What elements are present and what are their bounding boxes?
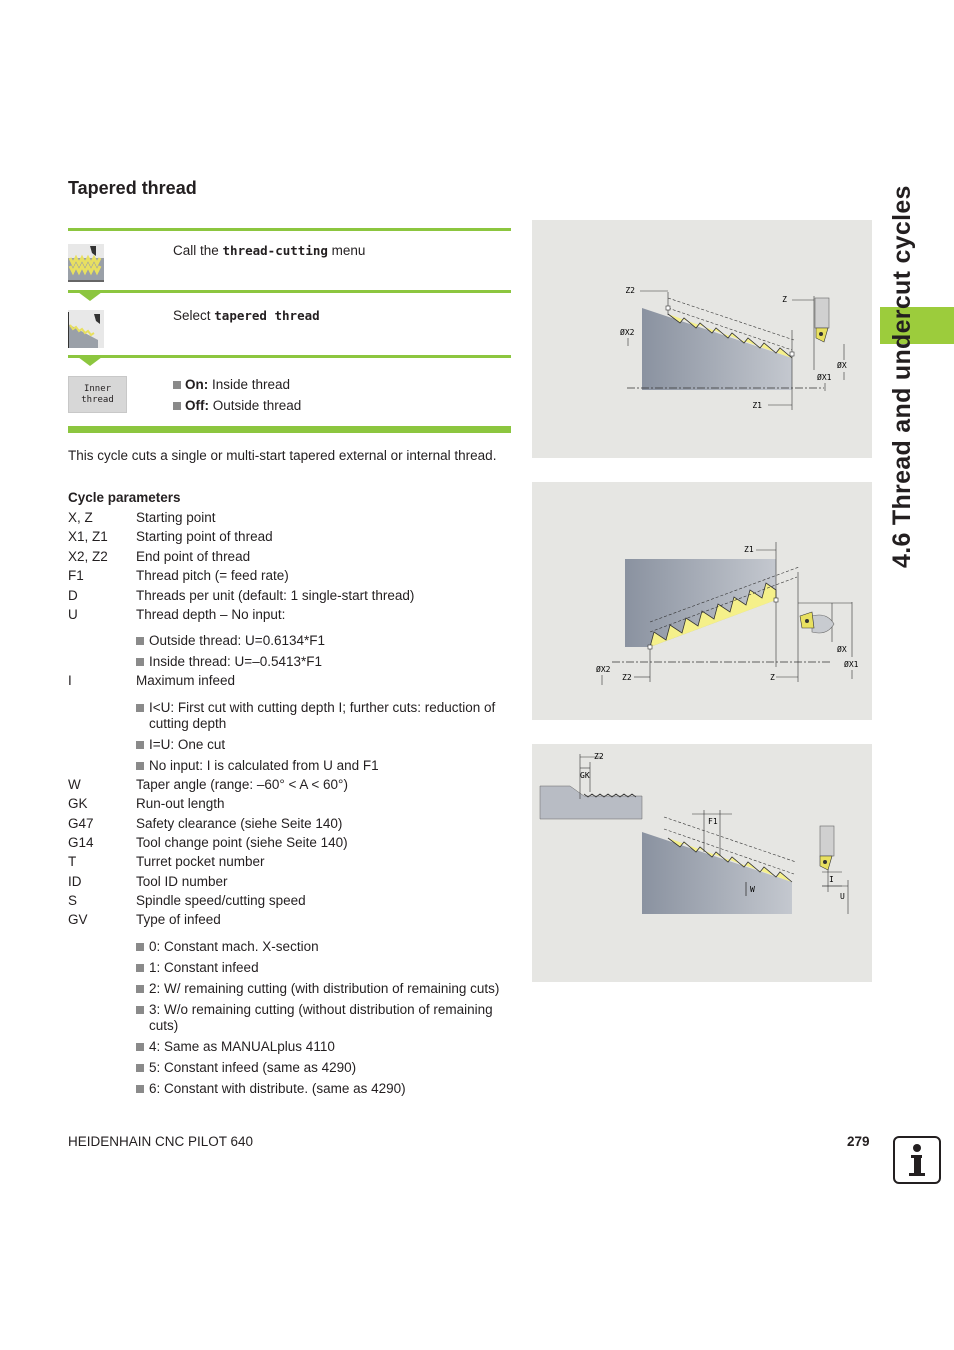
bullet-icon (136, 1006, 144, 1014)
bullet-item: 3: W/o remaining cutting (without distribution of remaining cuts) (136, 1002, 513, 1034)
label-x1: ØX1 (817, 373, 832, 382)
param-row: X1, Z1 Starting point of thread (68, 529, 273, 545)
param-row: U Thread depth – No input: (68, 606, 286, 622)
bullet-icon (173, 402, 181, 410)
label-z2: Z2 (594, 752, 604, 761)
label-z1: Z1 (752, 401, 762, 410)
info-icon (893, 1136, 941, 1184)
bullet-icon (136, 1043, 144, 1051)
bullet-item: 1: Constant infeed (136, 960, 513, 976)
bullet-icon (173, 381, 181, 389)
bullet-icon (136, 985, 144, 993)
arrow-down-icon (78, 292, 102, 301)
label-x2: ØX2 (620, 328, 635, 337)
step-3-text: On: Inside thread Off: Outside thread (173, 374, 301, 416)
thread-cutting-menu-icon (68, 244, 104, 282)
param-row: I Maximum infeed (68, 673, 236, 689)
label-x1: ØX1 (844, 660, 859, 669)
label-w: W (750, 885, 755, 894)
parameter-list (68, 509, 513, 1097)
label-z: Z (782, 295, 787, 304)
label-x: ØX (837, 361, 847, 370)
figure-thread-parameters (532, 744, 872, 982)
footer-manual-title: HEIDENHAIN CNC PILOT 640 (68, 1134, 254, 1149)
bullet-icon (136, 762, 144, 770)
label-z: Z (770, 673, 775, 682)
param-row: G47 Safety clearance (siehe Seite 140) (68, 815, 343, 831)
param-row: ID Tool ID number (68, 873, 228, 889)
section-title: Tapered thread (68, 178, 197, 198)
label-i: I (829, 875, 834, 884)
page-number: 279 (847, 1134, 870, 1149)
chapter-title: 4.6 Thread and undercut cycles (888, 185, 916, 568)
param-row: W Taper angle (range: –60° < A < 60°) (68, 776, 348, 792)
bullet-item: I<U: First cut with cutting depth I; further cuts: reduction of cutting depth (136, 700, 513, 732)
bullet-icon (136, 658, 144, 666)
table-end-rule (68, 426, 511, 433)
bullet-item: 0: Constant mach. X-section (136, 939, 513, 955)
step-2-text: Select tapered thread (173, 308, 320, 323)
label-gk: GK (580, 771, 590, 780)
param-row: X, Z Starting point (68, 510, 216, 525)
bullet-item: 5: Constant infeed (same as 4290) (136, 1060, 513, 1076)
bullet-icon (136, 1085, 144, 1093)
label-x: ØX (837, 645, 847, 654)
label-f1: F1 (708, 817, 718, 826)
param-row: GV Type of infeed (68, 912, 221, 928)
param-row: X2, Z2 End point of thread (68, 548, 251, 564)
softkey-label: Inner (83, 384, 112, 394)
intro-paragraph: This cycle cuts a single or multi-start tapered external or internal thread. (68, 448, 497, 463)
bullet-item: Inside thread: U=–0.5413*F1 (136, 654, 513, 670)
arrow-down-icon (78, 357, 102, 366)
bullet-icon (136, 943, 144, 951)
bullet-item: 2: W/ remaining cutting (with distribution of remaining cuts) (136, 981, 513, 997)
table-rule (68, 355, 511, 358)
bullet-item: 6: Constant with distribute. (same as 4290) (136, 1081, 513, 1097)
bullet-icon (136, 704, 144, 712)
bullet-icon (136, 1064, 144, 1072)
param-row: F1 Thread pitch (= feed rate) (68, 568, 289, 584)
table-rule (68, 228, 511, 231)
inner-thread-softkey[interactable] (68, 376, 127, 413)
param-row: T Turret pocket number (68, 854, 265, 870)
bullet-icon (136, 964, 144, 972)
table-rule (68, 290, 511, 293)
param-row: GK Run-out length (68, 796, 225, 812)
label-z2: Z2 (625, 286, 635, 295)
param-row: G14 Tool change point (siehe Seite 140) (68, 834, 348, 850)
label-x2: ØX2 (596, 665, 611, 674)
step-1-text: Call the thread-cutting menu (173, 243, 366, 258)
softkey-label: thread (81, 395, 114, 405)
param-row: S Spindle speed/cutting speed (68, 893, 306, 909)
bullet-item: No input: I is calculated from U and F1 (136, 758, 513, 774)
bullet-item: 4: Same as MANUALplus 4110 (136, 1039, 513, 1055)
bullet-icon (136, 741, 144, 749)
figure-inside-tapered-thread (532, 482, 872, 720)
param-row: D Threads per unit (default: 1 single-start thread) (68, 587, 415, 603)
parameters-heading: Cycle parameters (68, 490, 181, 505)
bullet-icon (136, 637, 144, 645)
label-z2: Z2 (622, 673, 632, 682)
tapered-thread-icon (68, 310, 104, 348)
bullet-item: Outside thread: U=0.6134*F1 (136, 633, 513, 649)
label-z1: Z1 (744, 545, 754, 554)
bullet-item: I=U: One cut (136, 737, 513, 753)
figure-outside-tapered-thread (532, 220, 872, 458)
label-u: U (840, 892, 845, 901)
